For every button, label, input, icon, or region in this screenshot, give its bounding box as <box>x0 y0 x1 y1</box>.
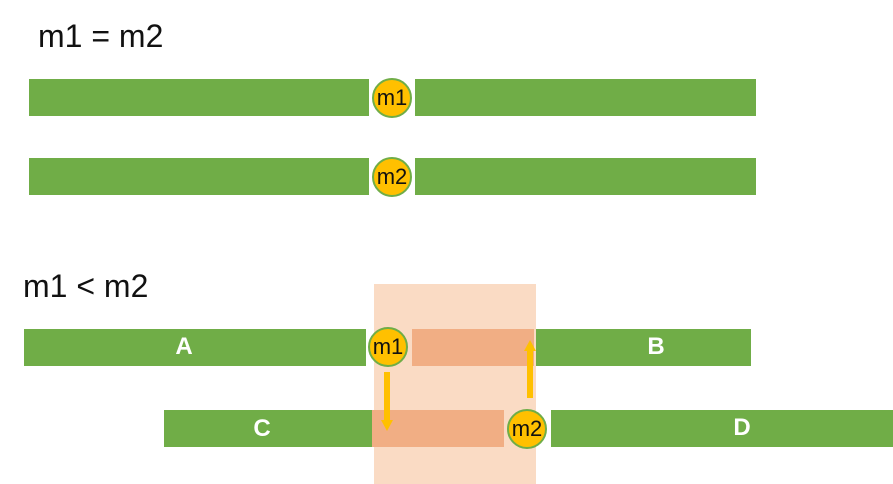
segment-a-label: A <box>175 333 193 360</box>
less-case-heading: m1 < m2 <box>23 268 149 304</box>
less-m2-label: m2 <box>511 416 543 441</box>
segment-b-label: B <box>647 333 665 360</box>
segment-d-label: D <box>733 414 751 441</box>
equal-m1-label: m1 <box>376 85 408 110</box>
segment-c-label: C <box>253 415 271 442</box>
equal-m2-label: m2 <box>376 164 408 189</box>
down-arrow-icon <box>381 372 393 431</box>
up-arrow-icon <box>524 340 536 398</box>
less-m1-label: m1 <box>372 334 404 359</box>
equal-case-heading: m1 = m2 <box>38 18 164 54</box>
